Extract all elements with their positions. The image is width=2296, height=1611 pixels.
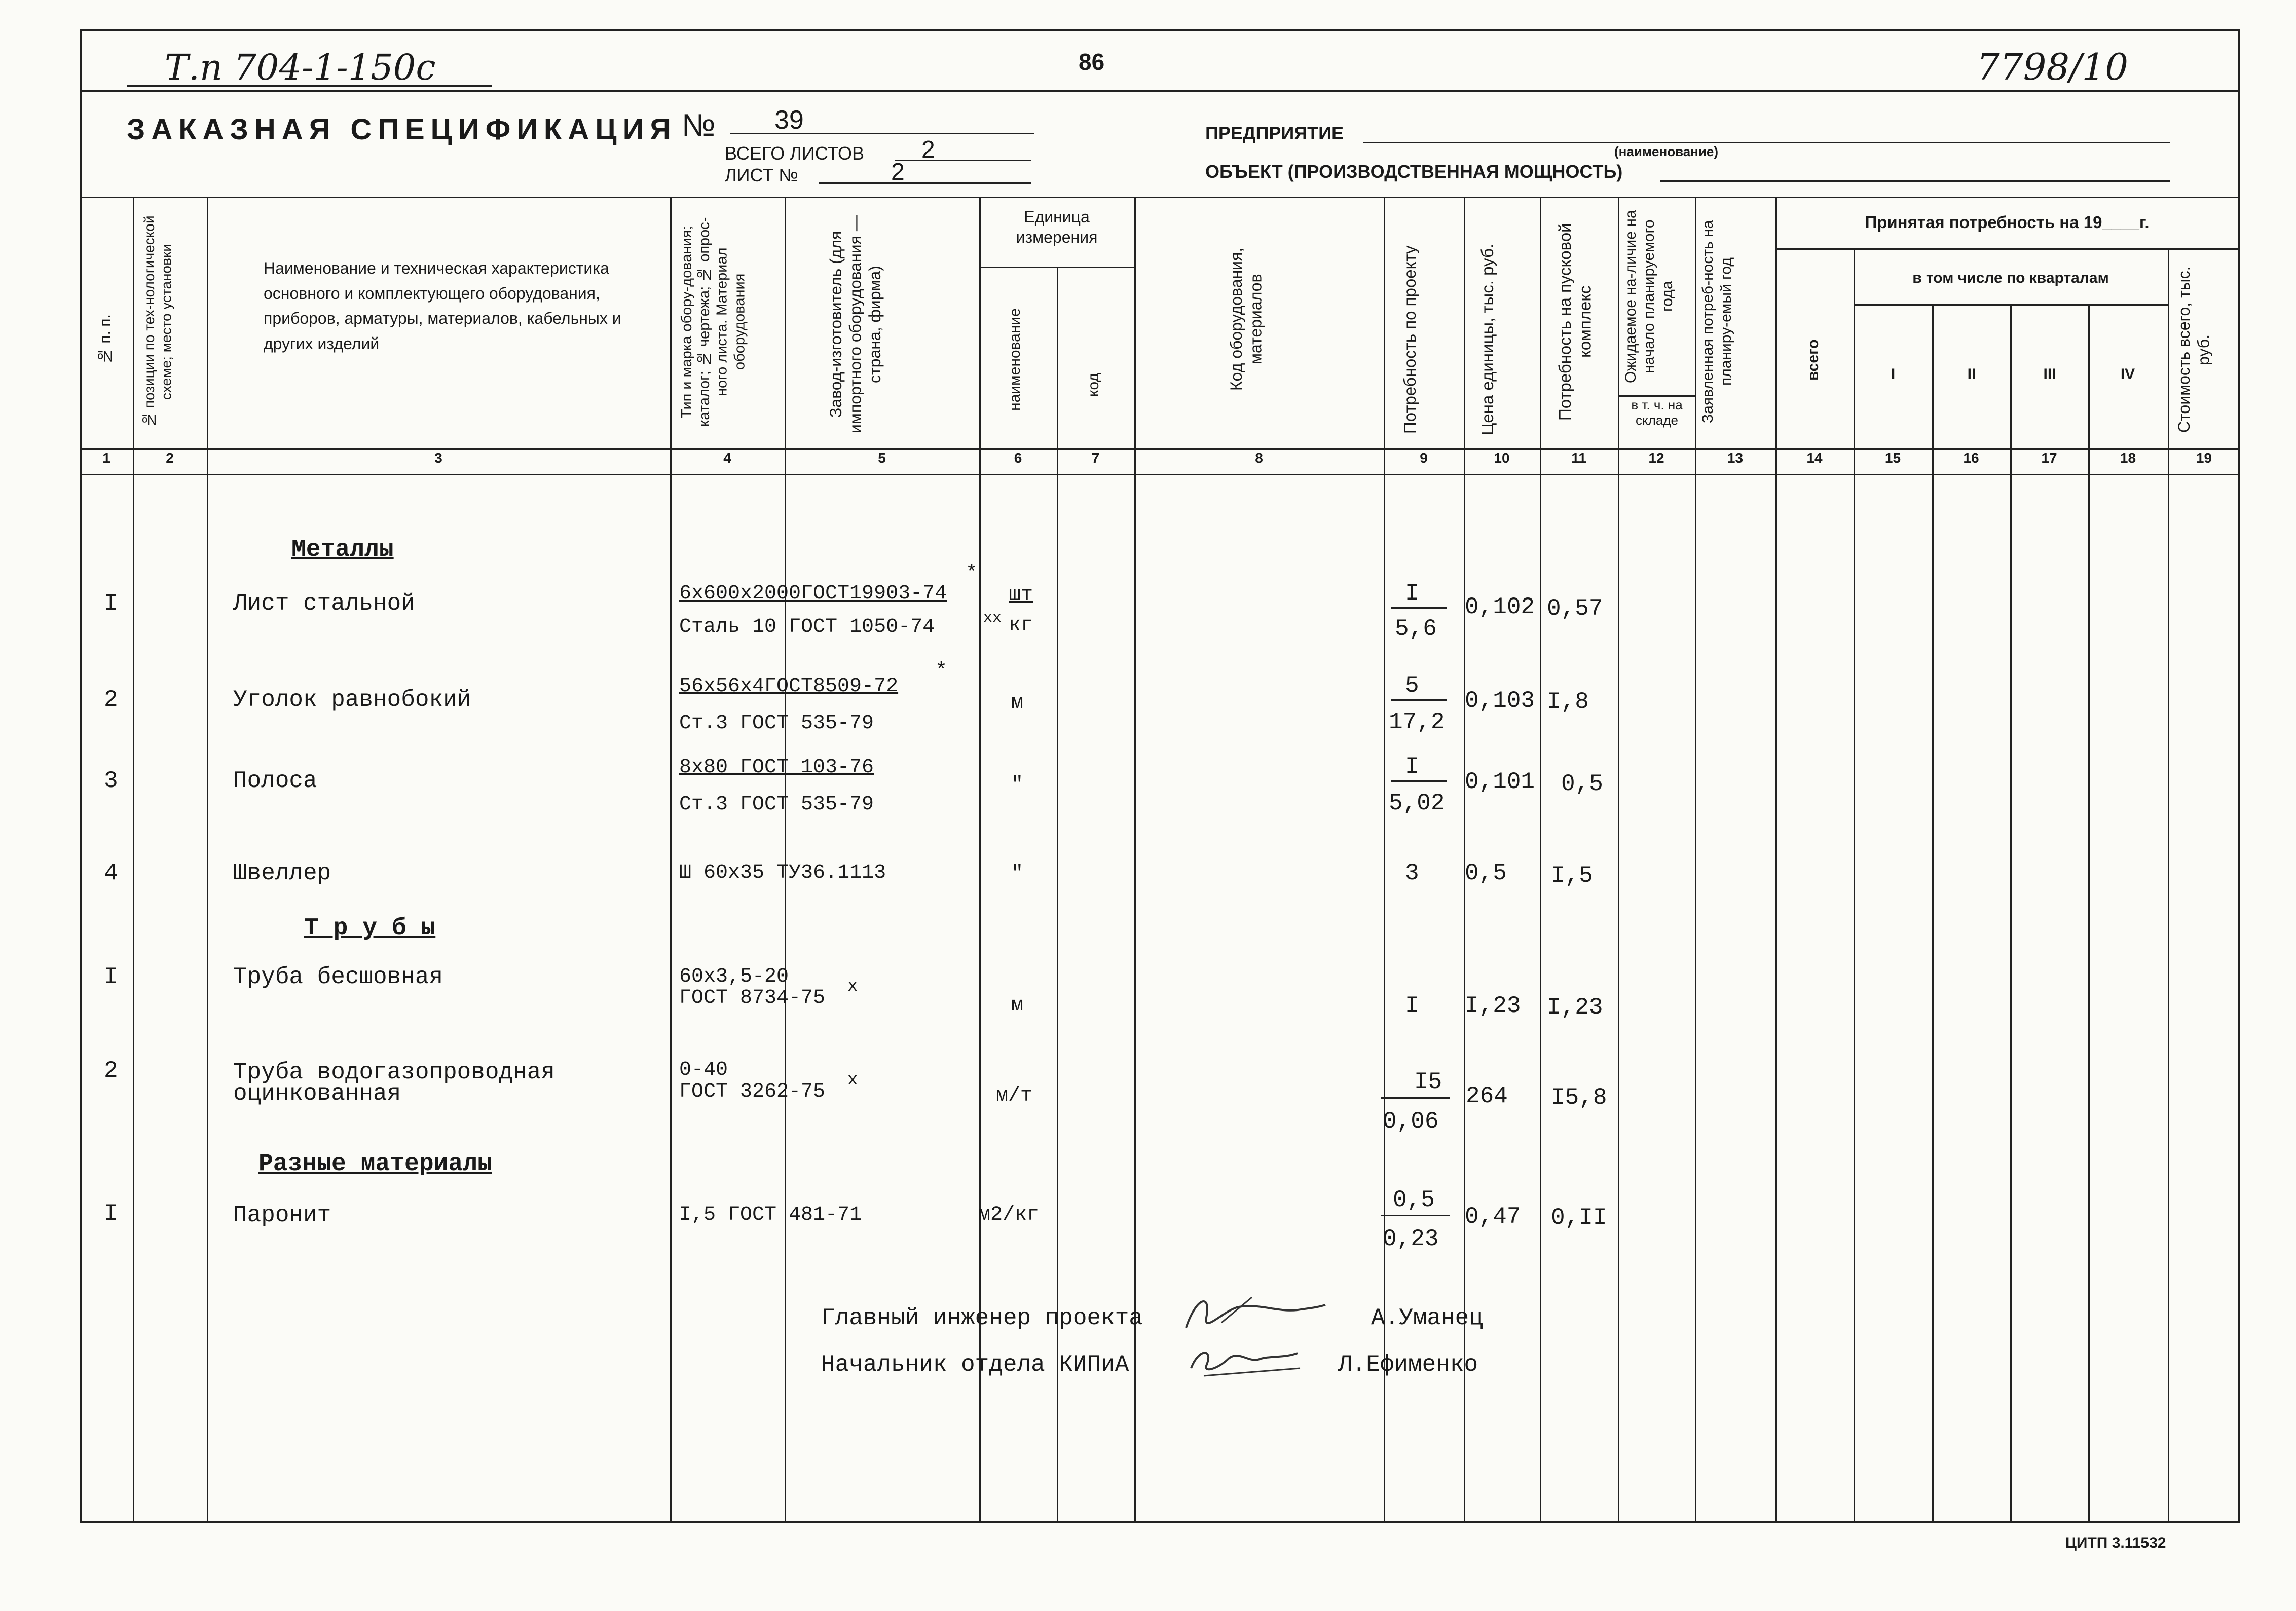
- row-6-name-line-1: Труба водогазопроводная: [233, 1059, 555, 1085]
- col-number-17: 17: [2041, 450, 2057, 466]
- col-number-3: 3: [434, 450, 442, 466]
- row-5-launch: I,23: [1547, 994, 1603, 1021]
- total-sheets-underline: [895, 160, 1031, 161]
- col-header-17: III: [2043, 366, 2056, 383]
- archive-number: 7798/10: [1977, 46, 2129, 88]
- spec-number: 39: [774, 105, 804, 135]
- col-sep-15: [1932, 304, 1934, 1523]
- col-number-13: 13: [1727, 450, 1744, 466]
- col-header-16: II: [1967, 366, 1976, 383]
- naming-note: (наименование): [1614, 144, 1718, 159]
- col-sep-11: [1618, 197, 1619, 1523]
- col-header-18: IV: [2120, 366, 2135, 383]
- row-5-spec-mark-2: х: [847, 977, 858, 996]
- section-pipes: Т р у б ы: [304, 915, 436, 942]
- row-6-need-top: I5: [1414, 1069, 1442, 1095]
- row-4-launch: I,5: [1551, 863, 1593, 889]
- footer-stamp: ЦИТП 3.11532: [2065, 1534, 2166, 1551]
- col-sep-13: [1775, 197, 1777, 1523]
- row-7-name: Паронит: [233, 1202, 331, 1228]
- row-3-name: Полоса: [233, 768, 317, 794]
- sheet-value: 2: [891, 159, 905, 185]
- row-6-spec-mark-2: х: [847, 1071, 858, 1090]
- row-5-name: Труба бесшовная: [233, 964, 443, 990]
- col-number-11: 11: [1571, 450, 1586, 466]
- row-5-spec-line-2: ГОСТ 8734-75: [679, 987, 826, 1009]
- col-sep-3: [670, 197, 672, 1523]
- col-header-9: Потребность по проекту: [1400, 245, 1419, 434]
- col-header-8: Код оборудования, материалов: [1227, 247, 1265, 391]
- object-label: ОБЪЕКТ (ПРОИЗВОДСТВЕННАЯ МОЩНОСТЬ): [1205, 161, 1623, 182]
- total-sheets-label: ВСЕГО ЛИСТОВ: [725, 143, 864, 164]
- row-4-spec: Ш 60х35 ТУ36.1113: [679, 861, 886, 884]
- project-code: Т.п 704-1-150с: [165, 47, 436, 88]
- form-frame: [80, 29, 2240, 1523]
- col-sep-17: [2088, 304, 2090, 1523]
- header-top-line: [80, 197, 2240, 198]
- section-misc-materials: Разные материалы: [258, 1150, 492, 1178]
- row-2-name: Уголок равнобокий: [233, 687, 471, 713]
- page-number: 86: [1079, 49, 1105, 75]
- enterprise-underline: [1363, 142, 2170, 143]
- accepted-group-header: Принятая потребность на 19____г.: [1865, 213, 2150, 232]
- row-1-name: Лист стальной: [233, 590, 415, 617]
- col-header-4: Тип и марка обору-дования; каталог; № чертежа; № опрос-ного листа. Материал оборудования: [679, 217, 748, 427]
- col-sep-14: [1854, 248, 1855, 1523]
- row-1-need-fraction: [1391, 607, 1447, 609]
- row-3-need-fraction: [1391, 780, 1447, 782]
- row-1-price: 0,102: [1465, 594, 1535, 620]
- row-1-spec-line-2: Сталь 10 ГОСТ 1050-74: [679, 616, 935, 639]
- col-number-9: 9: [1420, 450, 1428, 466]
- number-sign: №: [682, 108, 716, 143]
- row-6-price: 264: [1466, 1083, 1508, 1109]
- unit-group-header: Единица измерения: [1016, 208, 1098, 246]
- col-number-10: 10: [1494, 450, 1510, 466]
- sheet-underline: [819, 182, 1031, 184]
- chief-engineer-signature: [1176, 1287, 1328, 1343]
- dept-head-name: Л.Ефименко: [1338, 1352, 1478, 1378]
- row-1-number: I: [104, 590, 118, 617]
- spec-number-underline: [730, 133, 1034, 134]
- col-number-18: 18: [2120, 450, 2136, 466]
- row-7-need-top: 0,5: [1393, 1187, 1435, 1213]
- row-1-unit-1: шт: [1009, 584, 1033, 607]
- col-header-7: код: [1085, 373, 1102, 397]
- row-2-spec-mark-1: *: [935, 660, 948, 683]
- row-7-need-bottom: 0,23: [1383, 1226, 1439, 1252]
- row-2-price: 0,103: [1465, 688, 1535, 714]
- enterprise-label: ПРЕДПРИЯТИЕ: [1205, 123, 1344, 143]
- page-title: ЗАКАЗНАЯ СПЕЦИФИКАЦИЯ: [127, 113, 677, 146]
- row-3-spec-line-2: Ст.3 ГОСТ 535-79: [679, 793, 874, 816]
- row-2-need-top: 5: [1405, 672, 1419, 699]
- row-3-spec-line-1: 8х80 ГОСТ 103-76: [679, 756, 874, 779]
- row-3-price: 0,101: [1465, 769, 1535, 795]
- row-3-number: 3: [104, 768, 118, 794]
- row-1-launch: 0,57: [1547, 595, 1603, 622]
- row-6-name-line-2: оцинкованная: [233, 1080, 401, 1107]
- row-6-spec-line-2: ГОСТ 3262-75: [679, 1080, 826, 1103]
- row-6-need-fraction: [1381, 1097, 1450, 1099]
- row-2-launch: I,8: [1547, 689, 1589, 715]
- row-5-price: I,23: [1465, 993, 1521, 1019]
- row-2-need-bottom: 17,2: [1389, 709, 1445, 735]
- col-header-6: наименование: [1007, 308, 1023, 411]
- col-number-2: 2: [166, 450, 174, 466]
- row-5-number: I: [104, 964, 118, 990]
- row-2-unit: м: [1011, 692, 1024, 715]
- col-sep-2: [207, 197, 208, 1523]
- row-6-need-bottom: 0,06: [1383, 1108, 1439, 1135]
- row-2-spec-line-1: 56х56х4ГОСТ8509-72: [679, 675, 899, 698]
- row-5-unit: м: [1011, 994, 1024, 1017]
- col-sep-16: [2010, 304, 2012, 1523]
- col-header-5: Завод-изготовитель (для импортного оборудования —страна, фирма): [827, 215, 884, 434]
- title-block-top-line: [80, 90, 2240, 92]
- chief-engineer-name: А.Уманец: [1371, 1305, 1483, 1331]
- row-7-unit: м2/кг: [978, 1204, 1040, 1226]
- quarters-group-header: в том числе по кварталам: [1912, 270, 2109, 286]
- row-2-number: 2: [104, 687, 118, 713]
- row-1-spec-line-1: 6х600х2000ГОСТ19903-74: [679, 582, 947, 605]
- col-header-15: I: [1891, 366, 1896, 383]
- col-header-12b: в т. ч. на складе: [1631, 397, 1683, 428]
- row-4-price: 0,5: [1465, 860, 1507, 886]
- row-1-need-bottom: 5,6: [1395, 616, 1437, 642]
- col-number-7: 7: [1091, 450, 1100, 466]
- col-header-1: № п. п.: [97, 314, 114, 365]
- row-3-unit: ": [1011, 774, 1024, 797]
- row-3-need-top: I: [1405, 754, 1419, 780]
- col-header-10: Цена единицы, тыс. руб.: [1478, 243, 1497, 436]
- col-sep-18: [2168, 248, 2169, 1523]
- row-6-launch: I5,8: [1551, 1084, 1607, 1111]
- section-metals: Металлы: [291, 536, 394, 564]
- row-4-number: 4: [104, 860, 118, 886]
- row-1-need-top: I: [1405, 580, 1419, 607]
- col-sep-12: [1695, 197, 1696, 1523]
- col-header-11: Потребность на пусковой комплекс: [1556, 223, 1595, 421]
- total-sheets-value: 2: [921, 136, 935, 163]
- col-number-15: 15: [1884, 450, 1901, 466]
- row-7-number: I: [104, 1201, 118, 1227]
- row-2-spec-line-2: Ст.3 ГОСТ 535-79: [679, 712, 874, 735]
- row-1-unit-2: кг: [1009, 614, 1033, 637]
- row-6-number: 2: [104, 1058, 118, 1084]
- col-header-13: Заявленная потреб-ность на планиру-емый год: [1699, 220, 1734, 424]
- row-3-launch: 0,5: [1561, 771, 1603, 797]
- col-header-2: № позиции по тех-нологической схеме; место установки: [141, 215, 174, 428]
- row-5-need: I: [1405, 993, 1419, 1019]
- row-2-need-fraction: [1391, 699, 1447, 701]
- col-number-16: 16: [1963, 450, 1979, 466]
- dept-head-title: Начальник отдела КИПиА: [821, 1352, 1129, 1378]
- row-1-spec-mark-2: хх: [983, 610, 1002, 627]
- col-header-3: Наименование и техническая характеристика основного и комплектующего оборудования, приборов, арматуры, материалов, кабельных и других изделий: [264, 259, 621, 353]
- row-1-spec-mark-1: *: [966, 562, 978, 585]
- col-header-12a: Ожидаемое на-личие на начало планируемого года: [1622, 210, 1676, 383]
- warehouse-split-line: [1618, 395, 1695, 397]
- chief-engineer-title: Главный инженер проекта: [821, 1305, 1143, 1331]
- row-6-spec-line-1: 0-40: [679, 1059, 728, 1081]
- col-header-14: всего: [1805, 339, 1822, 381]
- col-number-5: 5: [878, 450, 886, 466]
- col-number-12: 12: [1648, 450, 1664, 466]
- row-4-unit: ": [1011, 863, 1024, 885]
- col-number-14: 14: [1806, 450, 1823, 466]
- row-6-unit: м/т: [996, 1084, 1033, 1107]
- row-7-need-fraction: [1381, 1215, 1450, 1216]
- row-7-launch: 0,II: [1551, 1205, 1607, 1231]
- dept-head-signature: [1183, 1338, 1305, 1383]
- accepted-group-line: [1775, 248, 2240, 250]
- col-number-8: 8: [1255, 450, 1263, 466]
- row-7-spec: I,5 ГОСТ 481-71: [679, 1204, 862, 1226]
- object-underline: [1660, 180, 2170, 182]
- row-4-name: Швеллер: [233, 860, 331, 886]
- column-numbers-line: [80, 474, 2240, 475]
- row-5-spec-line-1: 60х3,5-20: [679, 965, 789, 988]
- col-number-1: 1: [102, 450, 110, 466]
- row-7-price: 0,47: [1465, 1204, 1521, 1230]
- sheet-label: ЛИСТ №: [725, 165, 798, 185]
- row-3-need-bottom: 5,02: [1389, 790, 1445, 816]
- col-sep-1: [133, 197, 134, 1523]
- col-number-19: 19: [2196, 450, 2212, 466]
- col-number-6: 6: [1014, 450, 1022, 466]
- col-sep-4: [785, 197, 786, 1523]
- col-number-4: 4: [723, 450, 731, 466]
- row-4-need: 3: [1405, 860, 1419, 886]
- col-header-19: Стоимость всего, тыс. руб.: [2175, 266, 2213, 433]
- col-sep-10: [1540, 197, 1541, 1523]
